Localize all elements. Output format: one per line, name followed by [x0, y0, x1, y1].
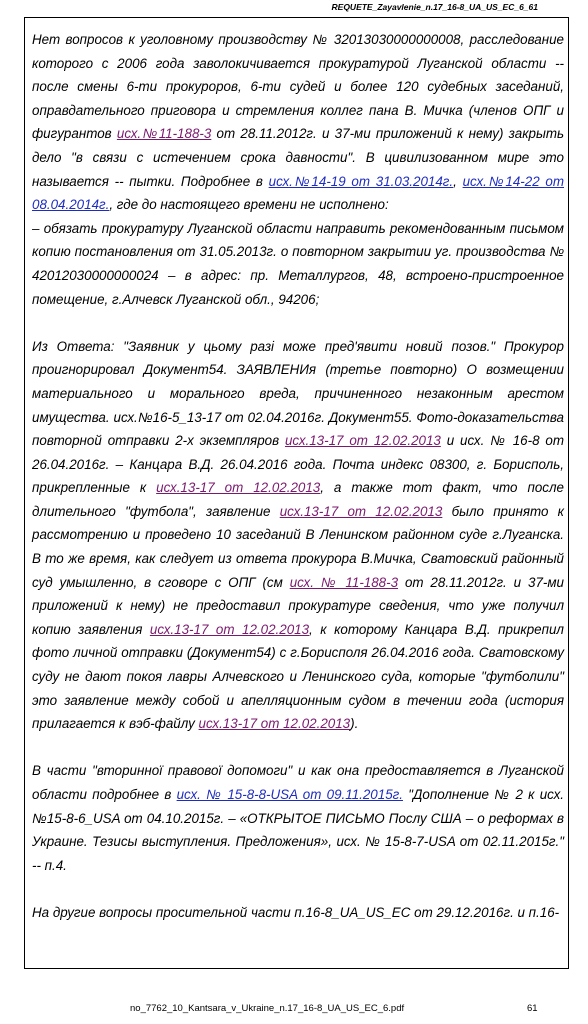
- link-13-17[interactable]: исх.13-17 от 12.02.2013: [279, 503, 443, 519]
- text-run: Из Ответа: "Заявник у цьому разі може пред'явити новий позов." Прокурор проигнорировал Документ54. ЗАЯВЛЕНИя (третье повторно) О возмещении материального и морального вреда, причиненного незаконным арестом имущества. исх.№16-5_13-17 от 02.04.2016г. Документ55. Фото-доказательства повторной отправки 2-х экземпляров: [32, 338, 564, 449]
- text-run: и исх. № 16-8 от 26.04.2016г. – Канцара В.Д. 26.04.2016 года. Почта индекс 08300, г. Борисполь, прикрепленные к: [32, 433, 565, 496]
- text-run: , где до настоящего времени не исполнено:: [109, 197, 389, 213]
- text-run: "Дополнение № 2 к исх. №15-8-6_USA от 04.10.2015г. – «ОТКРЫТОЕ ПИСЬМО Послу США – о реформах в Украине. Тезисы выступления. Предложения», исх. № 15-8-7-USA от 02.11.2015г." -- п.4.: [32, 787, 564, 873]
- link-15-8-8-usa[interactable]: исх. № 15-8-8-USA от 09.11.2015г.: [176, 787, 403, 802]
- text-run: , а также тот факт, что после длительного "футбола", заявление: [32, 480, 564, 519]
- link-13-17[interactable]: исх.13-17 от 12.02.2013: [156, 480, 321, 496]
- text-run: В части "вторинної правової допомоги" и как она предоставляется в Луганской области подробнее в: [32, 763, 564, 802]
- text-run: ).: [350, 716, 359, 732]
- link-13-17[interactable]: исх.13-17 от 12.02.2013: [149, 621, 310, 637]
- link-11-188-3[interactable]: исх.№11-188-3: [116, 126, 212, 142]
- paragraph-legal-aid: [32, 759, 564, 877]
- text-run: , к которому Канцара В.Д. прикрепил фото личной отправки (Документ54) с г.Борисполя 26.04.2016 года. Сватовскому суду не дают покоя лавры Алчевского и Ленинского суда, которые "футболили" это заявление между собой и апелляционным судом в течении года (история прилагается к вэб-файлу: [32, 621, 564, 732]
- document-body: [32, 28, 564, 925]
- text-run: ,: [453, 173, 463, 189]
- text-run: было принято к рассмотрению и проведено 10 заседаний В Ленинском районном суде г.Луганска. В то же время, как следует из ответа прокурора В.Мичка, Сватовский районный суд умышленно, в сговоре с ОПГ (см: [32, 503, 564, 590]
- footer-filename: no_7762_10_Kantsara_v_Ukraine_n.17_16-8_UA_US_EC_6.pdf: [130, 1003, 405, 1014]
- paragraph-other-questions: На другие вопросы просительной части п.16-8_UA_US_EC от 29.12.2016г. и п.16-: [32, 904, 560, 920]
- page-number: 61: [527, 1003, 538, 1014]
- paragraph-criminal-case: [32, 28, 564, 217]
- text-run: Нет вопросов к уголовному производству № 32013030000000008, расследование которого с 2006 года заволокичивается прокуратурой Луганской области -- после смены 6-ти прокуроров, 6-ти судей и более 120 судебных заседаний, оправдательного приговора и стремления коллег пана В. Мичка (членов ОПГ и фигурантов: [32, 32, 564, 142]
- link-11-188-3[interactable]: исх. № 11-188-3: [289, 574, 399, 590]
- paragraph-gap: [32, 311, 564, 335]
- text-run: от 28.11.2012г. и 37-ми приложений к нему) не предоставил прокуратуре сведения, что уже получил копию заявления: [32, 574, 564, 637]
- page-header-filename: REQUETE_Zayavlenie_n.17_16-8_UA_US_EC_6_61: [331, 2, 538, 12]
- link-13-17[interactable]: исх.13-17 от 12.02.2013: [198, 716, 351, 732]
- link-13-17[interactable]: исх.13-17 от 12.02.2013: [284, 433, 441, 449]
- paragraph-gap: [32, 877, 564, 901]
- link-14-22[interactable]: исх.№14-22 от 08.04.2014г.: [32, 173, 564, 213]
- paragraph-obligation: – обязать прокуратуру Луганской области направить рекомендованным письмом копию постановления от 31.05.2013г. о повторном закрытии уг. производства № 42012030000000024 – в адрес: пр. Металлургов, 48, встроено-пристроенное помещение, г.Алчевск Луганской обл., 94206;: [32, 220, 564, 307]
- paragraph-answer: [32, 335, 564, 736]
- text-run: от 28.11.2012г. и 37-ми приложений к нему) закрыть дело "в связи с истечением срока давности". В цивилизованном мире это называется -- пытки. Подробнее в: [32, 126, 565, 189]
- link-14-19[interactable]: исх.№14-19 от 31.03.2014г.: [268, 173, 454, 189]
- paragraph-gap: [32, 736, 564, 760]
